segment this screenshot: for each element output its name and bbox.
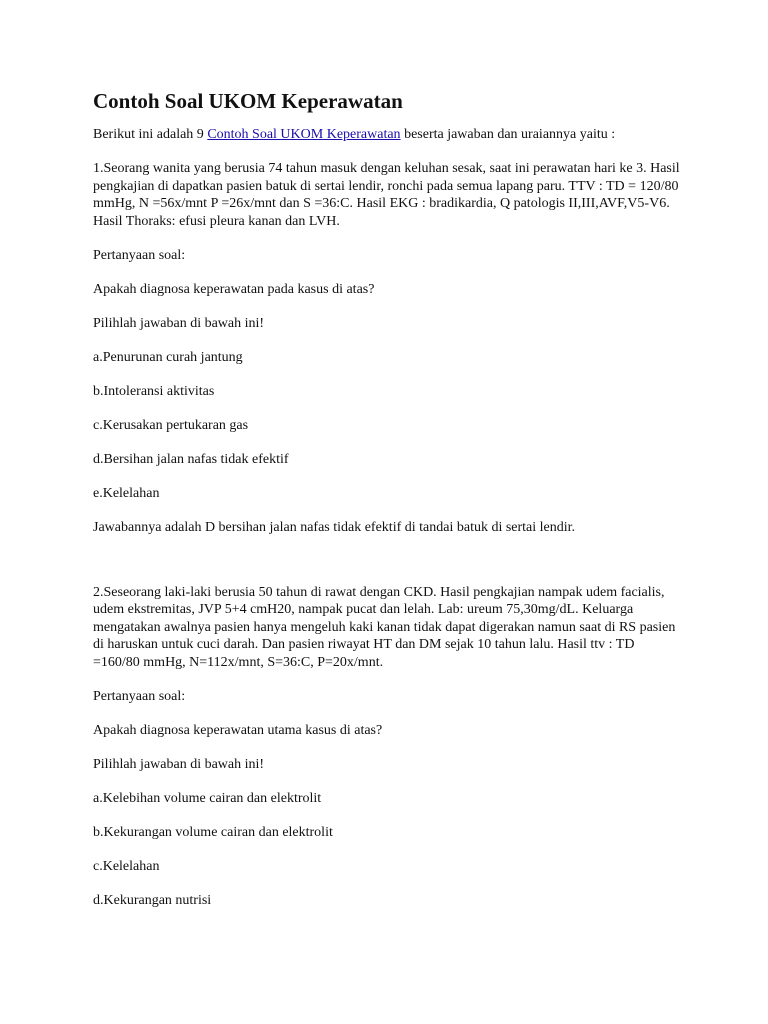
q2-question: Apakah diagnosa keperawatan utama kasus di atas? [93,722,383,738]
q1-question: Apakah diagnosa keperawatan pada kasus di atas? [93,281,375,297]
intro-after: beserta jawaban dan uraiannya yaitu : [400,127,616,142]
q2-case: 2.Seseorang laki-laki berusia 50 tahun di rawat dengan CKD. Hasil pengkajian nampak udem facialis, udem ekstremitas, JVP 5+4 cmH20, nampak pucat dan lelah. Lab: ureum 75,30mg/dL. Keluarga mengatakan awalnya pasien hanya mengeluh kaki kanan tidak dapat digerakan namun saat di RS pasien di haruskan untuk cuci darah. Dan pasien riwayat HT dan DM sejak 10 tahun lalu. Hasil ttv : TD =160/80 mmHg, N=112x/mnt, S=36:C, P=20x/mnt. [93,584,676,670]
q2-option-d: d.Kekurangan nutrisi [93,892,212,908]
q1-option-c: c.Kerusakan pertukaran gas [93,417,249,433]
document-page [93,88,683,926]
q2-instruction: Pilihlah jawaban di bawah ini! [93,756,265,772]
q1-option-e: e.Kelelahan [93,485,160,501]
q1-case: 1.Seorang wanita yang berusia 74 tahun masuk dengan keluhan sesak, saat ini perawatan hari ke 3. Hasil pengkajian di dapatkan pasien batuk di sertai lendir, ronchi pada semua lapang paru. TTV : TD = 120/80 mmHg, N =56x/mnt P =26x/mnt dan S =36:C. Hasil EKG : bradikardia, Q patologis II,III,AVF,V5-V6. Hasil Thoraks: efusi pleura kanan dan LVH. [93,161,680,229]
document-title: Contoh Soal UKOM Keperawatan [93,89,403,113]
intro-before: Berikut ini adalah 9 [93,127,208,142]
q1-label: Pertanyaan soal: [93,247,186,263]
q2-label: Pertanyaan soal: [93,688,186,704]
intro-paragraph [93,126,683,144]
q2-option-a: a.Kelebihan volume cairan dan elektrolit [93,790,322,806]
q1-option-d: d.Bersihan jalan nafas tidak efektif [93,451,289,467]
q2-option-b: b.Kekurangan volume cairan dan elektrolit [93,824,333,840]
q1-option-a: a.Penurunan curah jantung [93,349,243,365]
q2-option-c: c.Kelelahan [93,858,160,874]
section-spacer [93,553,683,584]
q1-instruction: Pilihlah jawaban di bawah ini! [93,315,265,331]
intro-link[interactable]: Contoh Soal UKOM Keperawatan [207,127,401,142]
q1-option-b: b.Intoleransi aktivitas [93,383,215,399]
q1-answer: Jawabannya adalah D bersihan jalan nafas tidak efektif di tandai batuk di sertai lendir. [93,519,576,535]
